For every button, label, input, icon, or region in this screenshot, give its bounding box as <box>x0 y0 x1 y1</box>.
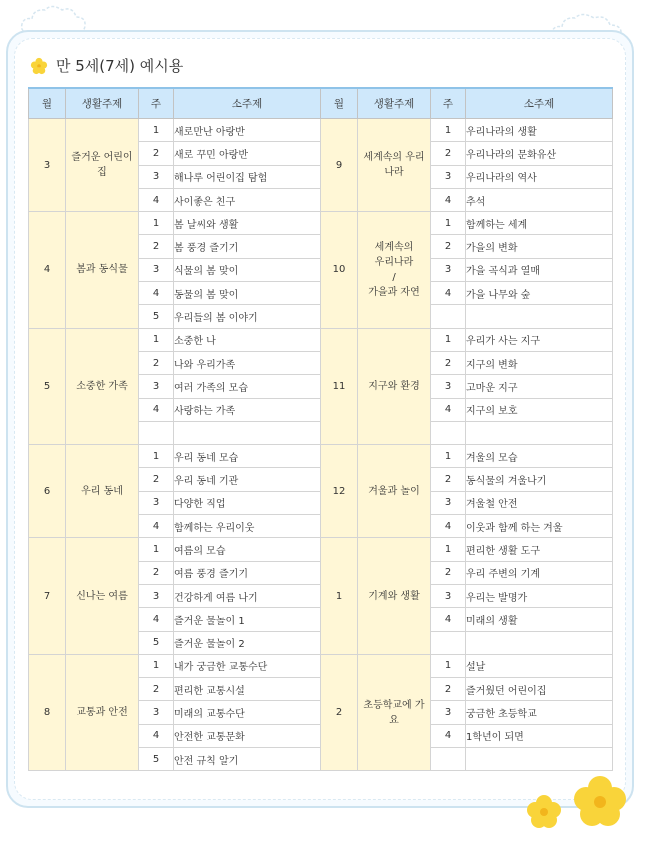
week-cell: 2 <box>139 351 174 374</box>
week-cell: 1 <box>431 445 466 468</box>
week-cell: 2 <box>431 468 466 491</box>
theme-cell: 교통과 안전 <box>66 654 139 770</box>
topic-cell: 우리는 발명가 <box>466 584 613 607</box>
week-cell: 1 <box>139 445 174 468</box>
month-cell: 6 <box>29 445 66 538</box>
theme-cell: 소중한 가족 <box>66 328 139 444</box>
header-month: 월 <box>29 88 66 119</box>
topic-cell: 즐거웠던 어린이집 <box>466 678 613 701</box>
week-cell: 2 <box>431 561 466 584</box>
topic-cell: 이웃과 함께 하는 겨울 <box>466 515 613 538</box>
topic-cell: 우리 주변의 기계 <box>466 561 613 584</box>
week-cell: 4 <box>431 398 466 421</box>
topic-cell: 우리나라의 문화유산 <box>466 142 613 165</box>
week-cell <box>431 631 466 654</box>
topic-cell: 건강하게 여름 나기 <box>174 584 321 607</box>
week-cell: 3 <box>431 165 466 188</box>
week-cell: 1 <box>431 119 466 142</box>
week-cell: 1 <box>431 212 466 235</box>
topic-cell: 편리한 생활 도구 <box>466 538 613 561</box>
topic-cell: 나와 우리가족 <box>174 351 321 374</box>
week-cell: 4 <box>139 724 174 747</box>
topic-cell: 궁금한 초등학교 <box>466 701 613 724</box>
theme-cell: 우리 동네 <box>66 445 139 538</box>
month-cell: 2 <box>321 654 358 770</box>
topic-cell: 새로 꾸민 아랑반 <box>174 142 321 165</box>
header-topic: 소주제 <box>466 88 613 119</box>
topic-cell: 미래의 생활 <box>466 608 613 631</box>
month-cell: 3 <box>29 119 66 212</box>
week-cell: 1 <box>139 538 174 561</box>
topic-cell: 사이좋은 친구 <box>174 188 321 211</box>
week-cell: 2 <box>139 561 174 584</box>
month-cell: 4 <box>29 212 66 328</box>
topic-cell: 동물의 봄 맞이 <box>174 282 321 305</box>
month-cell: 5 <box>29 328 66 444</box>
topic-cell: 봄 날씨와 생활 <box>174 212 321 235</box>
week-cell: 5 <box>139 305 174 328</box>
table-header-row <box>29 88 613 119</box>
topic-cell: 가을의 변화 <box>466 235 613 258</box>
topic-cell: 우리 동네 모습 <box>174 445 321 468</box>
month-cell: 9 <box>321 119 358 212</box>
topic-cell: 편리한 교통시설 <box>174 678 321 701</box>
topic-cell: 우리 동네 기관 <box>174 468 321 491</box>
topic-cell: 안전 규칙 알기 <box>174 748 321 771</box>
week-cell: 3 <box>139 491 174 514</box>
table-row <box>29 538 613 561</box>
page-title: 만 5세(7세) 예시용 <box>56 57 184 75</box>
week-cell: 4 <box>139 608 174 631</box>
title-row <box>30 55 183 76</box>
topic-cell <box>466 421 613 444</box>
month-cell: 11 <box>321 328 358 444</box>
topic-cell: 겨울의 모습 <box>466 445 613 468</box>
week-cell: 3 <box>139 584 174 607</box>
week-cell: 3 <box>431 258 466 281</box>
curriculum-table <box>28 87 613 771</box>
topic-cell: 추석 <box>466 188 613 211</box>
week-cell: 1 <box>431 538 466 561</box>
week-cell: 1 <box>431 654 466 677</box>
week-cell: 2 <box>139 468 174 491</box>
week-cell: 3 <box>139 165 174 188</box>
topic-cell: 다양한 직업 <box>174 491 321 514</box>
month-cell: 12 <box>321 445 358 538</box>
week-cell: 2 <box>431 351 466 374</box>
month-cell: 7 <box>29 538 66 654</box>
topic-cell: 가을 곡식과 열매 <box>466 258 613 281</box>
topic-cell: 고마운 지구 <box>466 375 613 398</box>
header-theme: 생활주제 <box>358 88 431 119</box>
theme-cell: 기계와 생활 <box>358 538 431 654</box>
theme-cell: 겨울과 놀이 <box>358 445 431 538</box>
week-cell: 4 <box>431 608 466 631</box>
week-cell: 4 <box>139 398 174 421</box>
week-cell: 3 <box>139 258 174 281</box>
topic-cell: 안전한 교통문화 <box>174 724 321 747</box>
week-cell <box>431 305 466 328</box>
week-cell: 2 <box>139 678 174 701</box>
month-cell: 8 <box>29 654 66 770</box>
topic-cell: 여러 가족의 모습 <box>174 375 321 398</box>
week-cell: 4 <box>139 515 174 538</box>
week-cell: 4 <box>431 188 466 211</box>
topic-cell: 동식물의 겨울나기 <box>466 468 613 491</box>
week-cell: 1 <box>431 328 466 351</box>
week-cell: 4 <box>139 282 174 305</box>
week-cell: 1 <box>139 328 174 351</box>
table-row <box>29 328 613 351</box>
header-week: 주 <box>431 88 466 119</box>
topic-cell: 사랑하는 가족 <box>174 398 321 421</box>
topic-cell: 1학년이 되면 <box>466 724 613 747</box>
topic-cell: 해나루 어린이집 탐험 <box>174 165 321 188</box>
header-topic: 소주제 <box>174 88 321 119</box>
header-month: 월 <box>321 88 358 119</box>
week-cell <box>139 421 174 444</box>
week-cell: 2 <box>431 142 466 165</box>
table-row <box>29 654 613 677</box>
theme-cell: 세계속의 우리나라 / 가을과 자연 <box>358 212 431 328</box>
week-cell: 2 <box>139 142 174 165</box>
month-cell: 1 <box>321 538 358 654</box>
theme-cell: 신나는 여름 <box>66 538 139 654</box>
topic-cell: 즐거운 물놀이 2 <box>174 631 321 654</box>
topic-cell: 식물의 봄 맞이 <box>174 258 321 281</box>
topic-cell: 즐거운 물놀이 1 <box>174 608 321 631</box>
week-cell: 3 <box>431 701 466 724</box>
topic-cell: 미래의 교통수단 <box>174 701 321 724</box>
week-cell: 4 <box>431 282 466 305</box>
week-cell: 4 <box>431 515 466 538</box>
header-week: 주 <box>139 88 174 119</box>
topic-cell: 소중한 나 <box>174 328 321 351</box>
week-cell: 1 <box>139 212 174 235</box>
topic-cell <box>466 631 613 654</box>
week-cell: 2 <box>431 235 466 258</box>
theme-cell: 즐거운 어린이 집 <box>66 119 139 212</box>
topic-cell: 우리가 사는 지구 <box>466 328 613 351</box>
topic-cell: 함께하는 세계 <box>466 212 613 235</box>
topic-cell: 여름 풍경 즐기기 <box>174 561 321 584</box>
theme-cell: 세계속의 우리 나라 <box>358 119 431 212</box>
topic-cell: 우리나라의 생활 <box>466 119 613 142</box>
topic-cell: 내가 궁금한 교통수단 <box>174 654 321 677</box>
week-cell: 4 <box>431 724 466 747</box>
table-row <box>29 445 613 468</box>
month-cell: 10 <box>321 212 358 328</box>
week-cell: 3 <box>139 701 174 724</box>
topic-cell <box>466 305 613 328</box>
topic-cell: 우리나라의 역사 <box>466 165 613 188</box>
week-cell: 4 <box>139 188 174 211</box>
theme-cell: 초등학교에 가 요 <box>358 654 431 770</box>
topic-cell: 가을 나무와 숲 <box>466 282 613 305</box>
flowers-decoration-icon <box>518 768 638 838</box>
flower-icon <box>30 57 48 75</box>
theme-cell: 지구와 환경 <box>358 328 431 444</box>
topic-cell: 지구의 변화 <box>466 351 613 374</box>
topic-cell: 우리들의 봄 이야기 <box>174 305 321 328</box>
week-cell: 5 <box>139 748 174 771</box>
topic-cell: 여름의 모습 <box>174 538 321 561</box>
topic-cell: 함께하는 우리이웃 <box>174 515 321 538</box>
topic-cell: 겨울철 안전 <box>466 491 613 514</box>
week-cell: 1 <box>139 654 174 677</box>
header-theme: 생활주제 <box>66 88 139 119</box>
topic-cell <box>174 421 321 444</box>
week-cell: 3 <box>431 584 466 607</box>
topic-cell: 지구의 보호 <box>466 398 613 421</box>
week-cell: 3 <box>431 491 466 514</box>
week-cell: 3 <box>139 375 174 398</box>
topic-cell: 설날 <box>466 654 613 677</box>
theme-cell: 봄과 동식물 <box>66 212 139 328</box>
week-cell <box>431 748 466 771</box>
week-cell: 1 <box>139 119 174 142</box>
week-cell: 3 <box>431 375 466 398</box>
topic-cell: 봄 풍경 즐기기 <box>174 235 321 258</box>
table-row <box>29 119 613 142</box>
topic-cell: 새로만난 아랑반 <box>174 119 321 142</box>
table-row <box>29 212 613 235</box>
week-cell <box>431 421 466 444</box>
week-cell: 2 <box>431 678 466 701</box>
week-cell: 2 <box>139 235 174 258</box>
week-cell: 5 <box>139 631 174 654</box>
